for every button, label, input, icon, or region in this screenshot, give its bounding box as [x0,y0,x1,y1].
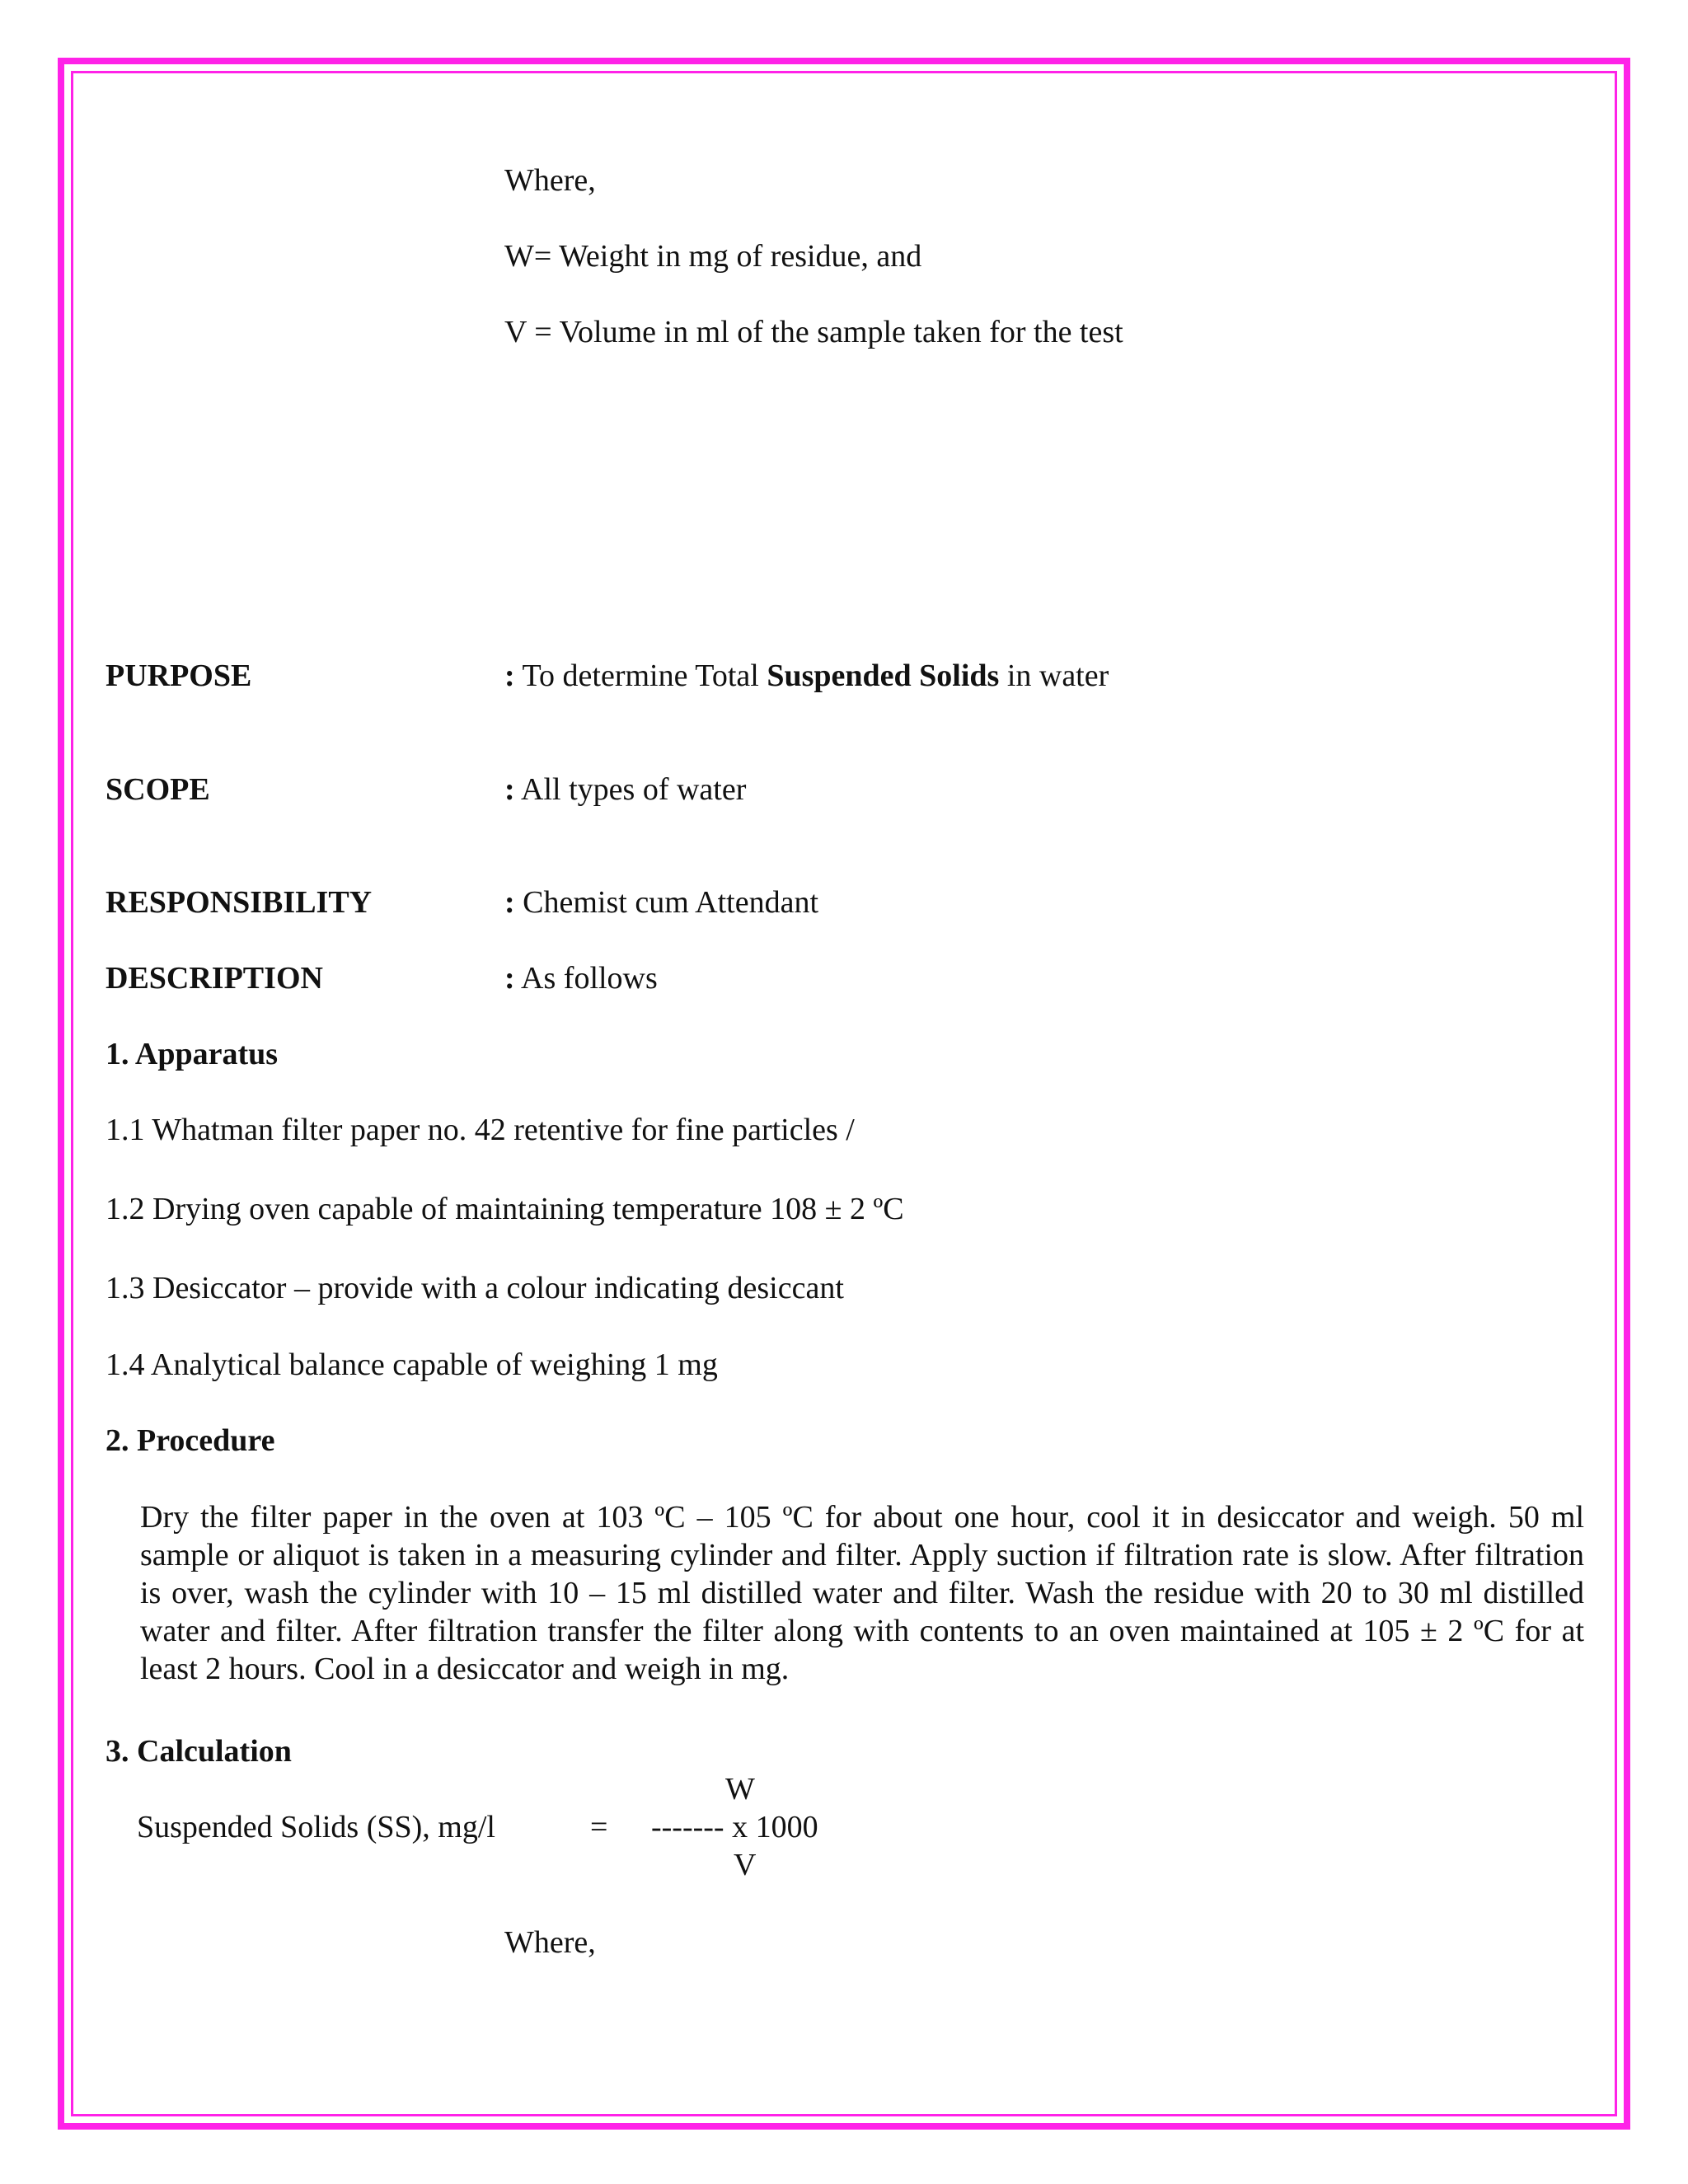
purpose-value [504,657,1109,695]
formula-fraction-line: ------- x 1000 [651,1810,818,1844]
procedure-heading: 2. Procedure [106,1423,275,1458]
responsibility-label: RESPONSIBILITY [106,885,373,920]
purpose-label: PURPOSE [106,658,252,693]
responsibility-colon: : [504,885,515,920]
purpose-colon: : [504,658,515,693]
responsibility-text: Chemist cum Attendant [514,885,819,920]
description-text: As follows [514,961,658,996]
description-value [504,959,658,997]
apparatus-item: 1.3 Desiccator – provide with a colour indicating desiccant [106,1271,844,1305]
apparatus-item: 1.2 Drying oven capable of maintaining temperature 108 ± 2 ºC [106,1192,904,1226]
v-definition: V = Volume in ml of the sample taken for the test [504,315,1123,349]
formula-lhs: Suspended Solids (SS), mg/l [137,1810,495,1844]
purpose-text-post: in water [999,658,1109,693]
procedure-paragraph: Dry the filter paper in the oven at 103 ºC – 105 ºC for about one hour, cool it in desiccator and weigh. 50 ml sample or aliquot is taken in a measuring cylinder and filter. Apply suction if filtration rate is slow. After filtration is over, wash the cylinder with 10 – 15 ml distilled water and filter. Wash the residue with 20 to 30 ml distilled water and filter. After filtration transfer the filter along with contents to an oven maintained at 105 ± 2 ºC for at least 2 hours. Cool in a desiccator and weigh in mg. [140,1500,1584,1686]
calculation-heading: 3. Calculation [106,1734,292,1769]
description-colon: : [504,961,515,996]
w-definition: W= Weight in mg of residue, and [504,239,922,274]
responsibility-value [504,883,818,921]
formula-equals: = [590,1810,608,1844]
scope-colon: : [504,772,515,807]
apparatus-heading: 1. Apparatus [106,1037,279,1071]
scope-text: All types of water [514,772,747,807]
purpose-text-bold: Suspended Solids [767,658,1000,693]
scope-label: SCOPE [106,772,210,807]
where-label-bottom: Where, [504,1925,596,1960]
apparatus-item: 1.4 Analytical balance capable of weighing 1 mg [106,1347,718,1382]
apparatus-item: 1.1 Whatman filter paper no. 42 retentive for fine particles / [106,1113,855,1147]
purpose-text-pre: To determine Total [514,658,767,693]
formula-denominator: V [734,1848,757,1882]
scope-value [504,771,746,808]
where-label-top: Where, [504,163,596,198]
formula-numerator: W [725,1772,755,1807]
description-label: DESCRIPTION [106,961,323,996]
